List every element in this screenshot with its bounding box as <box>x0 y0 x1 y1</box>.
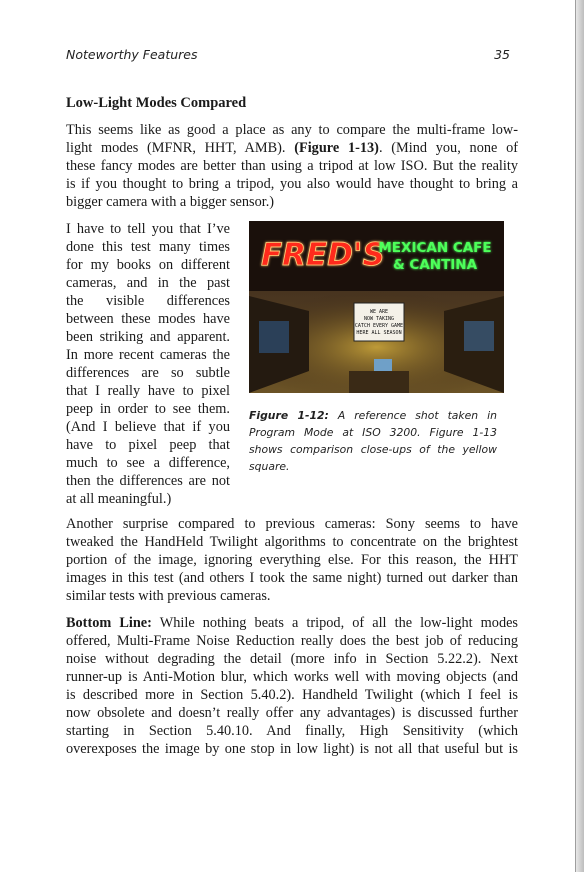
figure-caption <box>249 407 497 475</box>
reference-photo <box>249 221 504 393</box>
center-screen <box>374 359 392 373</box>
right-screen <box>464 321 494 351</box>
page-edge-line <box>575 0 576 872</box>
text-line: then the differences are not <box>66 473 230 489</box>
neon-sign-line: MEXICAN CAFE <box>378 240 492 256</box>
bottom-line-label: Bottom Line: <box>66 615 152 631</box>
text-line: I have to tell you that I’ve <box>66 221 230 237</box>
text-line: differences are so subtle <box>66 365 230 381</box>
photo-svg <box>249 221 504 393</box>
paragraph-hht-note <box>66 515 518 605</box>
board-line: NOW TAKING <box>363 316 395 322</box>
text-line: is if you thought to bring a tripod, you also would have thought to bring a <box>66 176 518 192</box>
text-line: starting in Section 5.40.10. And finally, High Sensitivity (which <box>66 723 518 739</box>
text-line: (And I believe that if you <box>66 419 230 435</box>
board-line: HERE ALL SEASON <box>356 330 402 336</box>
text-line: between these modes have <box>66 311 230 327</box>
section-heading: Low-Light Modes Compared <box>66 95 247 111</box>
caption-line: square. <box>249 460 290 473</box>
chapter-title: Noteworthy Features <box>66 47 198 62</box>
paragraph-bottom-line <box>66 614 518 758</box>
figure-reference: (Figure 1-13) <box>294 140 379 156</box>
text-line: is described more in Section 5.40.2). Handheld Twilight (which I feel is <box>66 687 518 703</box>
bar-counter <box>349 371 409 393</box>
text-line: that I really have to pixel <box>66 383 230 399</box>
paragraph-test-notes <box>66 220 230 508</box>
text-line: portion of the image, ignoring everything else. For this reason, the HHT <box>66 552 518 568</box>
text-line: In more recent cameras the <box>66 347 230 363</box>
text-line: the visible differences <box>66 293 230 309</box>
text-line: for my books on different <box>66 257 230 273</box>
text-line <box>66 614 518 632</box>
text-line: at all meaningful.) <box>66 491 172 507</box>
text-line: overexposes the image by one stop in low light) is not all that useful but is <box>66 741 518 757</box>
page-number: 35 <box>494 47 510 62</box>
caption-line: shows comparison close-ups of the yellow <box>249 443 497 456</box>
text-line <box>66 139 518 157</box>
text-line: noise without degrading the detail (more info in Section 5.22.2). Next <box>66 651 518 667</box>
text-run: While nothing beats a tripod, of all the low-light modes <box>151 615 518 631</box>
caption-text: A reference shot taken in <box>328 409 498 422</box>
text-line: cameras, and in the past <box>66 275 230 291</box>
left-screen <box>259 321 289 353</box>
text-line: been striking and apparent. <box>66 329 230 345</box>
neon-sign-name: FRED'S <box>261 237 385 273</box>
text-line: tweaked the HandHeld Twilight algorithms to concentrate on the brightest <box>66 534 518 550</box>
text-line: much to see a difference, <box>66 455 230 471</box>
neon-sign-line: & CANTINA <box>392 257 478 273</box>
board-line: WE ARE <box>369 309 389 315</box>
text-line: these fancy modes are better than using a tripod at low ISO. But the reality <box>66 158 518 174</box>
text-line: peep in order to see them. <box>66 401 230 417</box>
page-edge <box>576 0 584 872</box>
text-line: This seems like as good a place as any to compare the multi-frame low- <box>66 122 518 138</box>
running-header <box>66 47 510 67</box>
text-run: . (Mind you, none of <box>378 140 518 156</box>
text-line: bigger camera with a bigger sensor.) <box>66 194 275 210</box>
text-line: have to pixel peep that <box>66 437 230 453</box>
caption-line <box>249 407 497 424</box>
paragraph-intro <box>66 121 518 211</box>
text-run: light modes (MFNR, HHT, AMB). <box>66 140 286 156</box>
caption-line: Program Mode at ISO 3200. Figure 1-13 <box>249 426 497 439</box>
caption-label: Figure 1-12: <box>249 409 329 422</box>
text-line: images in this test (and others I took the same night) turned out darker than <box>66 570 518 586</box>
text-line: Another surprise compared to previous cameras: Sony seems to have <box>66 516 518 532</box>
text-line: now obsolete and doesn’t really offer any advantages) is discussed further <box>66 705 518 721</box>
text-line: runner-up is Anti-Motion blur, which works well with moving objects (and <box>66 669 518 685</box>
text-line: offered, Multi-Frame Noise Reduction really does the best job of reducing <box>66 633 518 649</box>
text-line: similar tests with previous cameras. <box>66 588 271 604</box>
board-line: CATCH EVERY GAME <box>354 323 404 329</box>
text-line: done this test many times <box>66 239 230 255</box>
